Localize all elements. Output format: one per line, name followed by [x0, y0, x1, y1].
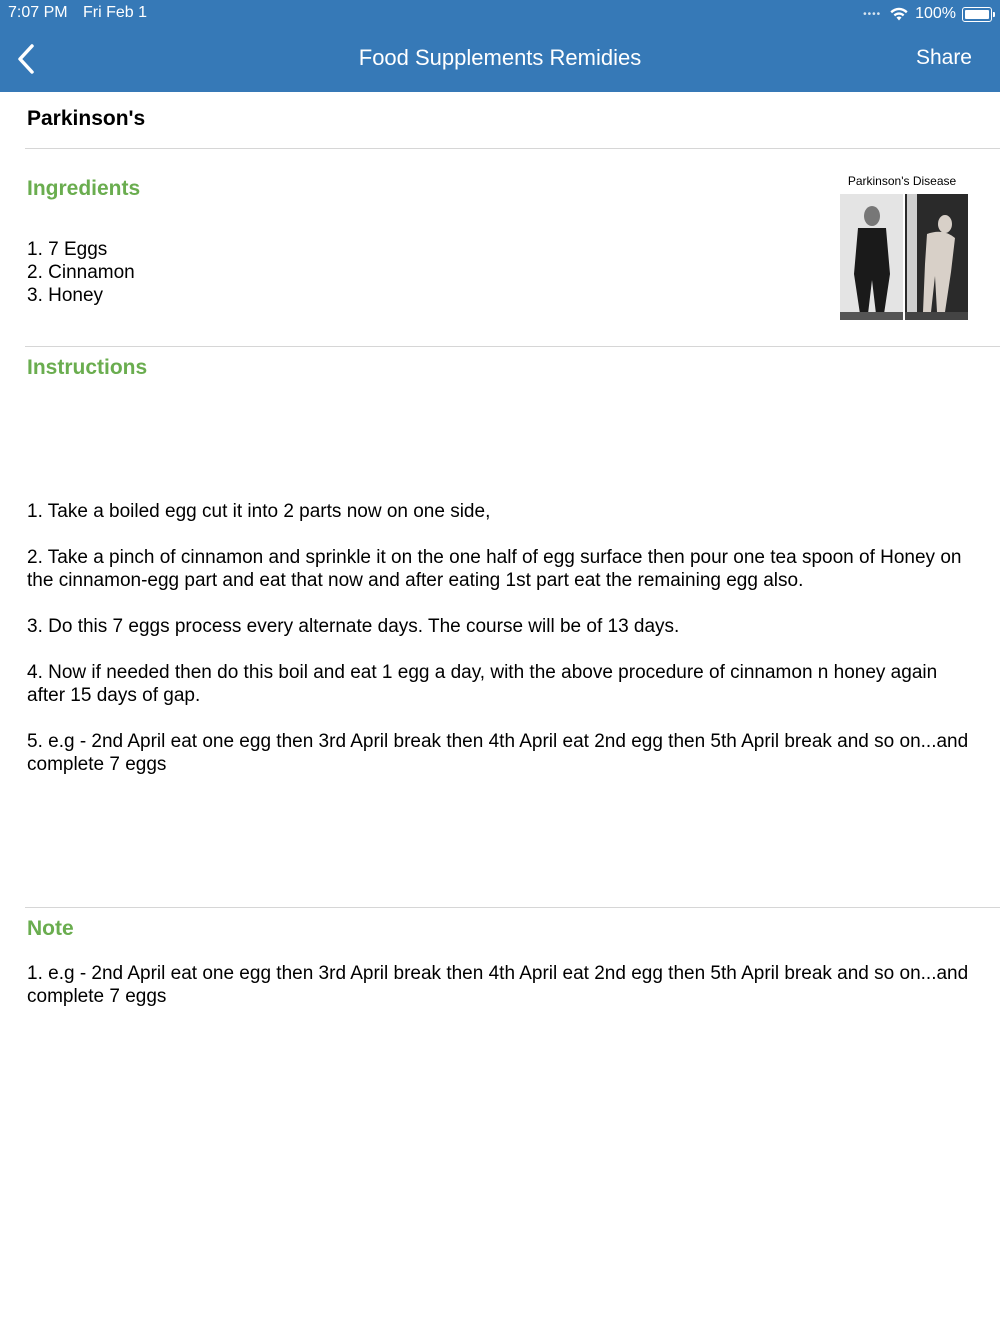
instructions-divider [25, 907, 1000, 908]
status-date: Fri Feb 1 [83, 4, 148, 21]
list-item: 1. Take a boiled egg cut it into 2 parts now on one side, [27, 501, 491, 522]
title-divider [25, 148, 1000, 149]
list-item: 3. Honey [27, 285, 104, 306]
list-item: 1. e.g - 2nd April eat one egg then 3rd April break then 4th April eat 2nd egg then 5th April break and so on...and complete 7 eggs [27, 963, 969, 1007]
status-indicators [863, 4, 992, 24]
instructions-heading: Instructions [27, 356, 148, 379]
list-item: 2. Cinnamon [27, 262, 135, 283]
list-item: 4. Now if needed then do this boil and eat 1 egg a day, with the above procedure of cinnamon n honey again after 15 days of gap. [27, 662, 938, 706]
list-item: 3. Do this 7 eggs process every alternate days. The course will be of 13 days. [27, 616, 680, 637]
remedy-image [832, 174, 972, 320]
cellular-signal-icon: •••• [863, 8, 882, 20]
list-item: 2. Take a pinch of cinnamon and sprinkle it on the one half of egg surface then pour one tea spoon of Honey on the cinnamon-egg part and eat that now and after eating 1st part eat the remaining egg also. [27, 547, 962, 591]
ingredients-list [27, 238, 135, 307]
status-time: 7:07 PM [8, 4, 68, 21]
battery-percent: 100% [915, 5, 956, 22]
battery-icon [962, 7, 992, 22]
note-list [27, 962, 977, 1008]
page-title: Parkinson's [27, 107, 146, 130]
list-item: 5. e.g - 2nd April eat one egg then 3rd April break then 4th April eat 2nd egg then 5th April break and so on...and complete 7 eggs [27, 731, 969, 775]
share-button[interactable]: Share [915, 46, 972, 69]
photo-panel-right [905, 194, 968, 320]
ingredients-heading: Ingredients [27, 177, 141, 200]
stooped-figure-icon [905, 194, 968, 320]
wifi-icon [889, 6, 909, 22]
ingredients-divider [25, 346, 1000, 347]
image-caption: Parkinson's Disease [847, 174, 957, 188]
list-item: 1. 7 Eggs [27, 239, 108, 260]
instructions-list [27, 500, 977, 799]
photo-panel-left [840, 194, 903, 320]
note-heading: Note [27, 917, 74, 940]
image-photo [840, 194, 968, 320]
nav-title: Food Supplements Remidies [358, 45, 642, 70]
top-bar [0, 0, 1000, 92]
standing-figure-icon [840, 194, 903, 320]
